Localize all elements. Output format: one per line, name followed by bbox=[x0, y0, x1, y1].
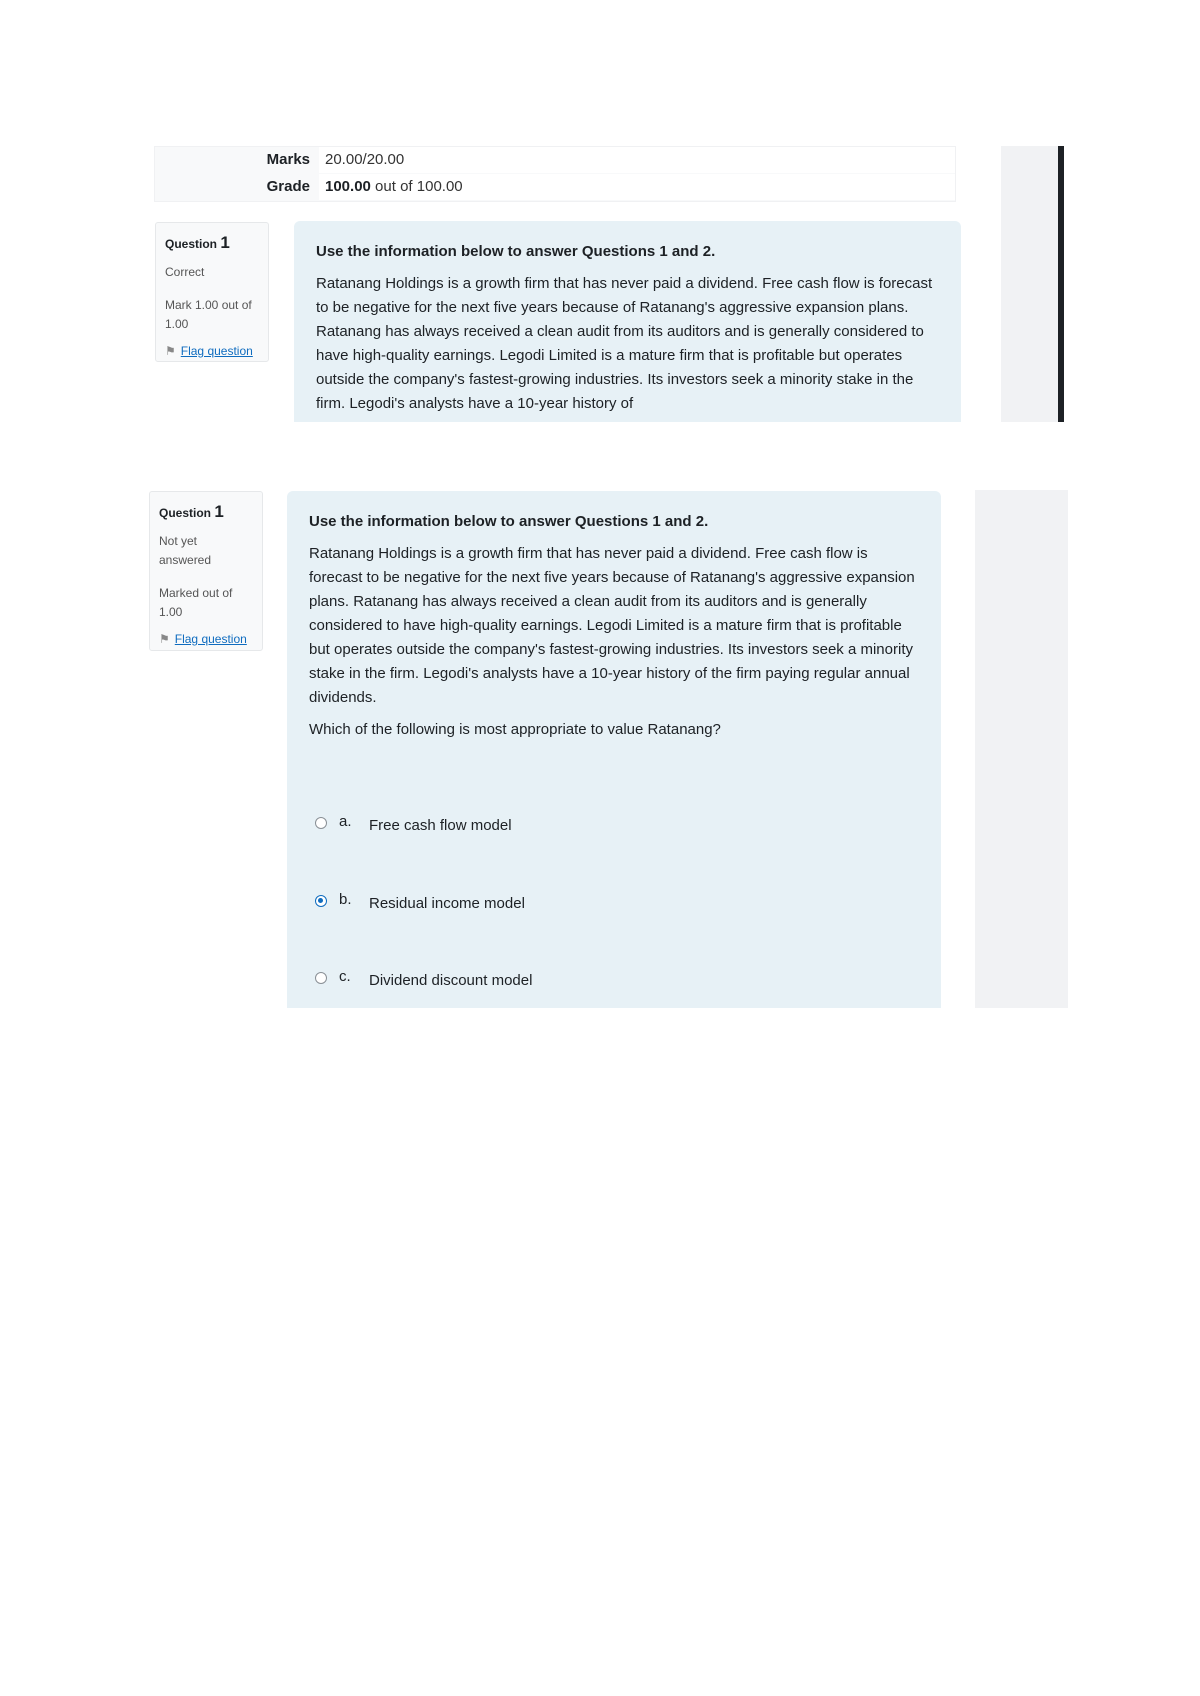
option-text: Free cash flow model bbox=[369, 817, 512, 834]
grade-value-rest: out of 100.00 bbox=[370, 178, 463, 195]
radio-icon[interactable] bbox=[315, 972, 327, 984]
option-letter: a. bbox=[339, 813, 352, 830]
radio-icon[interactable] bbox=[315, 895, 327, 907]
flag-question-link[interactable] bbox=[165, 344, 268, 358]
radio-icon[interactable] bbox=[315, 817, 327, 829]
grade-label: Grade bbox=[266, 178, 310, 195]
question-label: Question bbox=[165, 237, 218, 251]
question-state: Correct bbox=[165, 265, 205, 279]
option-text: Residual income model bbox=[369, 895, 525, 912]
summary-row-marks bbox=[155, 147, 955, 173]
flag-question-link[interactable] bbox=[159, 632, 262, 646]
question-number bbox=[159, 502, 262, 522]
answer-option-b[interactable] bbox=[315, 889, 815, 915]
question-number-value: 1 bbox=[214, 502, 224, 521]
question-heading: Use the information below to answer Questions 1 and 2. bbox=[309, 513, 709, 530]
option-text: Dividend discount model bbox=[369, 972, 533, 989]
answer-option-c[interactable] bbox=[315, 966, 815, 992]
scrollbar-thumb[interactable] bbox=[1058, 146, 1064, 422]
question-grade: Mark 1.00 out of 1.00 bbox=[165, 298, 252, 331]
question-info-box bbox=[155, 222, 269, 362]
question-label: Question bbox=[159, 506, 212, 520]
answer-option-a[interactable] bbox=[315, 811, 815, 837]
flag-icon: ⚑ bbox=[159, 632, 170, 646]
side-panel bbox=[975, 490, 1068, 1008]
flag-question-label[interactable]: Flag question bbox=[174, 632, 247, 646]
question-info-box bbox=[149, 491, 263, 651]
attempt-summary-table bbox=[154, 146, 956, 202]
side-panel bbox=[1001, 146, 1059, 422]
question-paragraph: Ratanang Holdings is a growth firm that has never paid a dividend. Free cash flow is forecast to be negative for the next five years because of Ratanang's aggressive expansion plans. Ratanang has always received a clean audit from its auditors and is generally considered to have high-quality earnings. Legodi Limited is a mature firm that is profitable but operates outside the company's fastest-growing industries. Its investors seek a minority stake in the firm. Legodi's analysts have a 10-year history of the firm paying regular annual dividends. bbox=[309, 545, 915, 706]
grade-value bbox=[319, 174, 955, 200]
question-grade: Marked out of 1.00 bbox=[159, 586, 233, 619]
question-paragraph: Ratanang Holdings is a growth firm that has never paid a dividend. Free cash flow is forecast to be negative for the next five years because of Ratanang's aggressive expansion plans. Ratanang has always received a clean audit from its auditors and is generally considered to have high-quality earnings. Legodi Limited is a mature firm that is profitable but operates outside the company's fastest-growing industries. Its investors seek a minority stake in the firm. Legodi's analysts have a 10-year history of bbox=[316, 275, 933, 412]
marks-value: 20.00/20.00 bbox=[319, 147, 955, 173]
question-content bbox=[287, 491, 941, 1008]
question-number bbox=[165, 233, 268, 253]
flag-question-label[interactable]: Flag question bbox=[180, 344, 253, 358]
question-content bbox=[294, 221, 961, 422]
grade-value-bold: 100.00 bbox=[325, 178, 371, 195]
marks-label: Marks bbox=[266, 151, 310, 168]
option-letter: c. bbox=[339, 968, 351, 985]
question-prompt: Which of the following is most appropriate to value Ratanang? bbox=[309, 721, 721, 738]
question-heading: Use the information below to answer Questions 1 and 2. bbox=[316, 243, 716, 260]
question-state: Not yet answered bbox=[159, 534, 212, 567]
summary-row-grade bbox=[155, 174, 955, 200]
flag-icon: ⚑ bbox=[165, 344, 176, 358]
option-letter: b. bbox=[339, 891, 352, 908]
question-number-value: 1 bbox=[220, 233, 230, 252]
